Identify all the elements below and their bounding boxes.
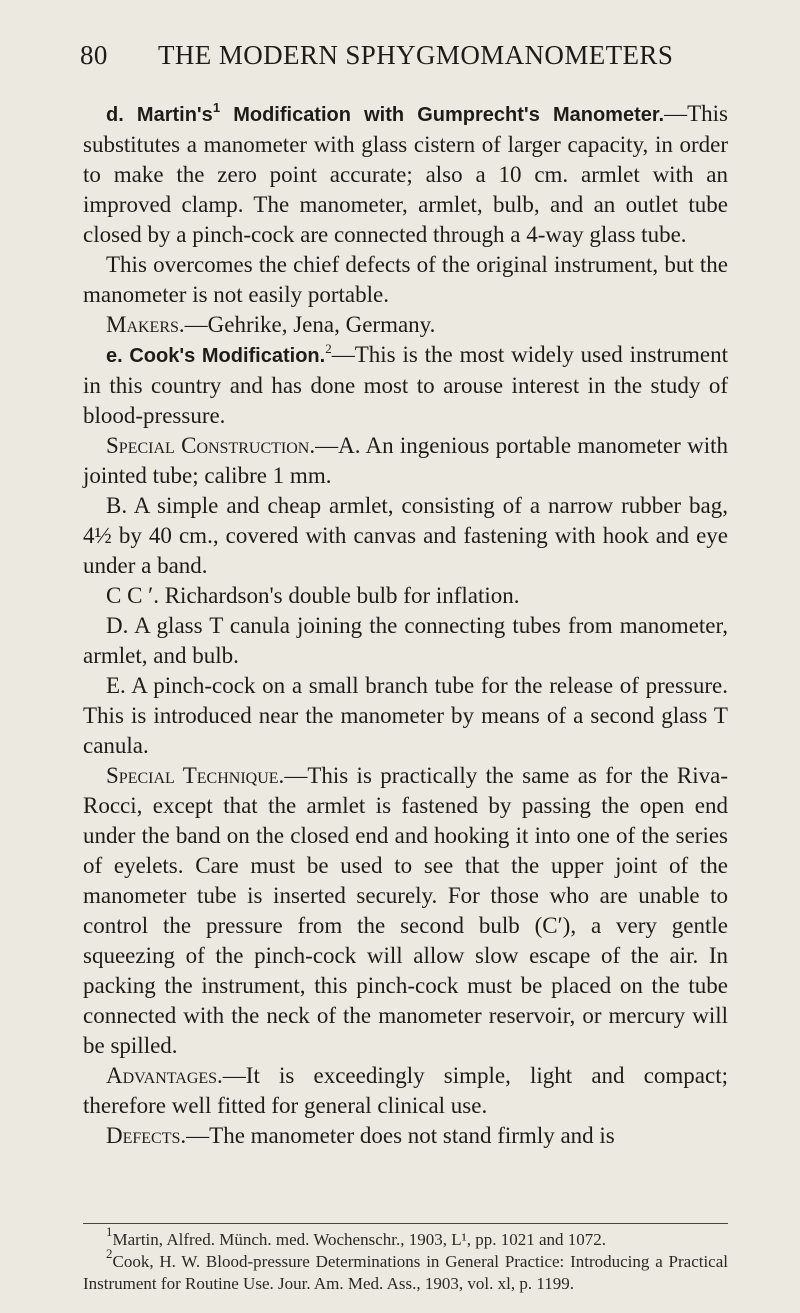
- paragraph-makers: Makers.—Gehrike, Jena, Germany.: [106, 312, 436, 337]
- defects-label: Defects.: [106, 1123, 187, 1148]
- makers-label: Makers.: [106, 312, 185, 337]
- section-heading-cook: e. Cook's Modification.: [106, 345, 326, 367]
- paragraph-overcomes: This overcomes the chief defects of the original instrument, but the manometer is not easily portable.: [83, 252, 728, 307]
- footnotes: [83, 1224, 728, 1295]
- special-construction-label: Special Construction.: [106, 433, 316, 458]
- running-title: THE MODERN SPHYGMOMANOMETERS: [158, 40, 674, 70]
- page-header: [80, 38, 740, 72]
- paragraph-special-technique: Special Technique.—This is practically the same as for the Riva-Rocci, except that the armlet is fastened by passing the open end under the band on the closed end and hooking it into one of the series of eyelets. Care must be used to see that the upper joint of the manometer tube is inserted securely. For those who are unable to control the pressure from the second bulb (C′), a very gentle squeezing of the pinch-cock will allow slow escape of the air. In packing the instrument, this pinch-cock must be placed on the tube connected with the neck of the manometer reservoir, or mercury will be spilled.: [83, 763, 728, 1058]
- paragraph-item-b: B. A simple and cheap armlet, consisting of a narrow rubber bag, 4½ by 40 cm., covered with canvas and fastening with hook and eye under a band.: [83, 493, 728, 578]
- paragraph-martin-modification: d. $Martin's^1$ Modification with Gumprecht's Manometer.—This substitutes a manometer with glass cistern of larger capacity, in order to make the zero point accurate; also a 10 cm. armlet with an improved clamp. The manometer, armlet, bulb, and an outlet tube closed by a pinch-cock are connected through a 4-way glass tube.: [83, 100, 728, 247]
- paragraph-advantages: Advantages.—It is exceedingly simple, light and compact; therefore well fitted for general clinical use.: [83, 1063, 728, 1118]
- body-text: [83, 99, 728, 1151]
- paragraph-cook-modification: e. Cook's Modification.$^2$—This is the most widely used instrument in this country and has done most to arouse interest in the study of blood-pressure.: [83, 341, 728, 428]
- paragraph-item-d: D. A glass T canula joining the connecting tubes from manometer, armlet, and bulb.: [83, 613, 728, 668]
- paragraph-item-cc: C C ′. Richardson's double bulb for inflation.: [106, 583, 520, 608]
- paragraph-special-construction: Special Construction.—A. An ingenious portable manometer with jointed tube; calibre 1 mm.: [83, 433, 728, 488]
- advantages-label: Advantages.: [106, 1063, 223, 1088]
- section-heading-martin: d. $Martin's^1$ Modification with Gumprecht's Manometer.: [106, 100, 665, 126]
- footnote-divider: [83, 1223, 728, 1224]
- footnote-2: $^2$Cook, H. W. Blood-pressure Determinations in General Practice: Introducing a Practical Instrument for Routine Use. Jour. Am. Med. Ass., 1903, vol. xl, p. 1199.: [83, 1246, 728, 1293]
- paragraph-item-e: E. A pinch-cock on a small branch tube for the release of pressure. This is introduced near the manometer by means of a second glass T canula.: [83, 673, 728, 758]
- paragraph-defects: Defects.—The manometer does not stand firmly and is: [106, 1123, 615, 1148]
- footnote-1: $^1$Martin, Alfred. Münch. med. Wochenschr., 1903, L¹, pp. 1021 and 1072.: [106, 1224, 607, 1249]
- footnote-ref-2: 2: [325, 341, 332, 356]
- footnote-ref-1: 1: [212, 100, 221, 115]
- page-number: 80: [80, 40, 108, 70]
- special-technique-label: Special Technique.: [106, 763, 285, 788]
